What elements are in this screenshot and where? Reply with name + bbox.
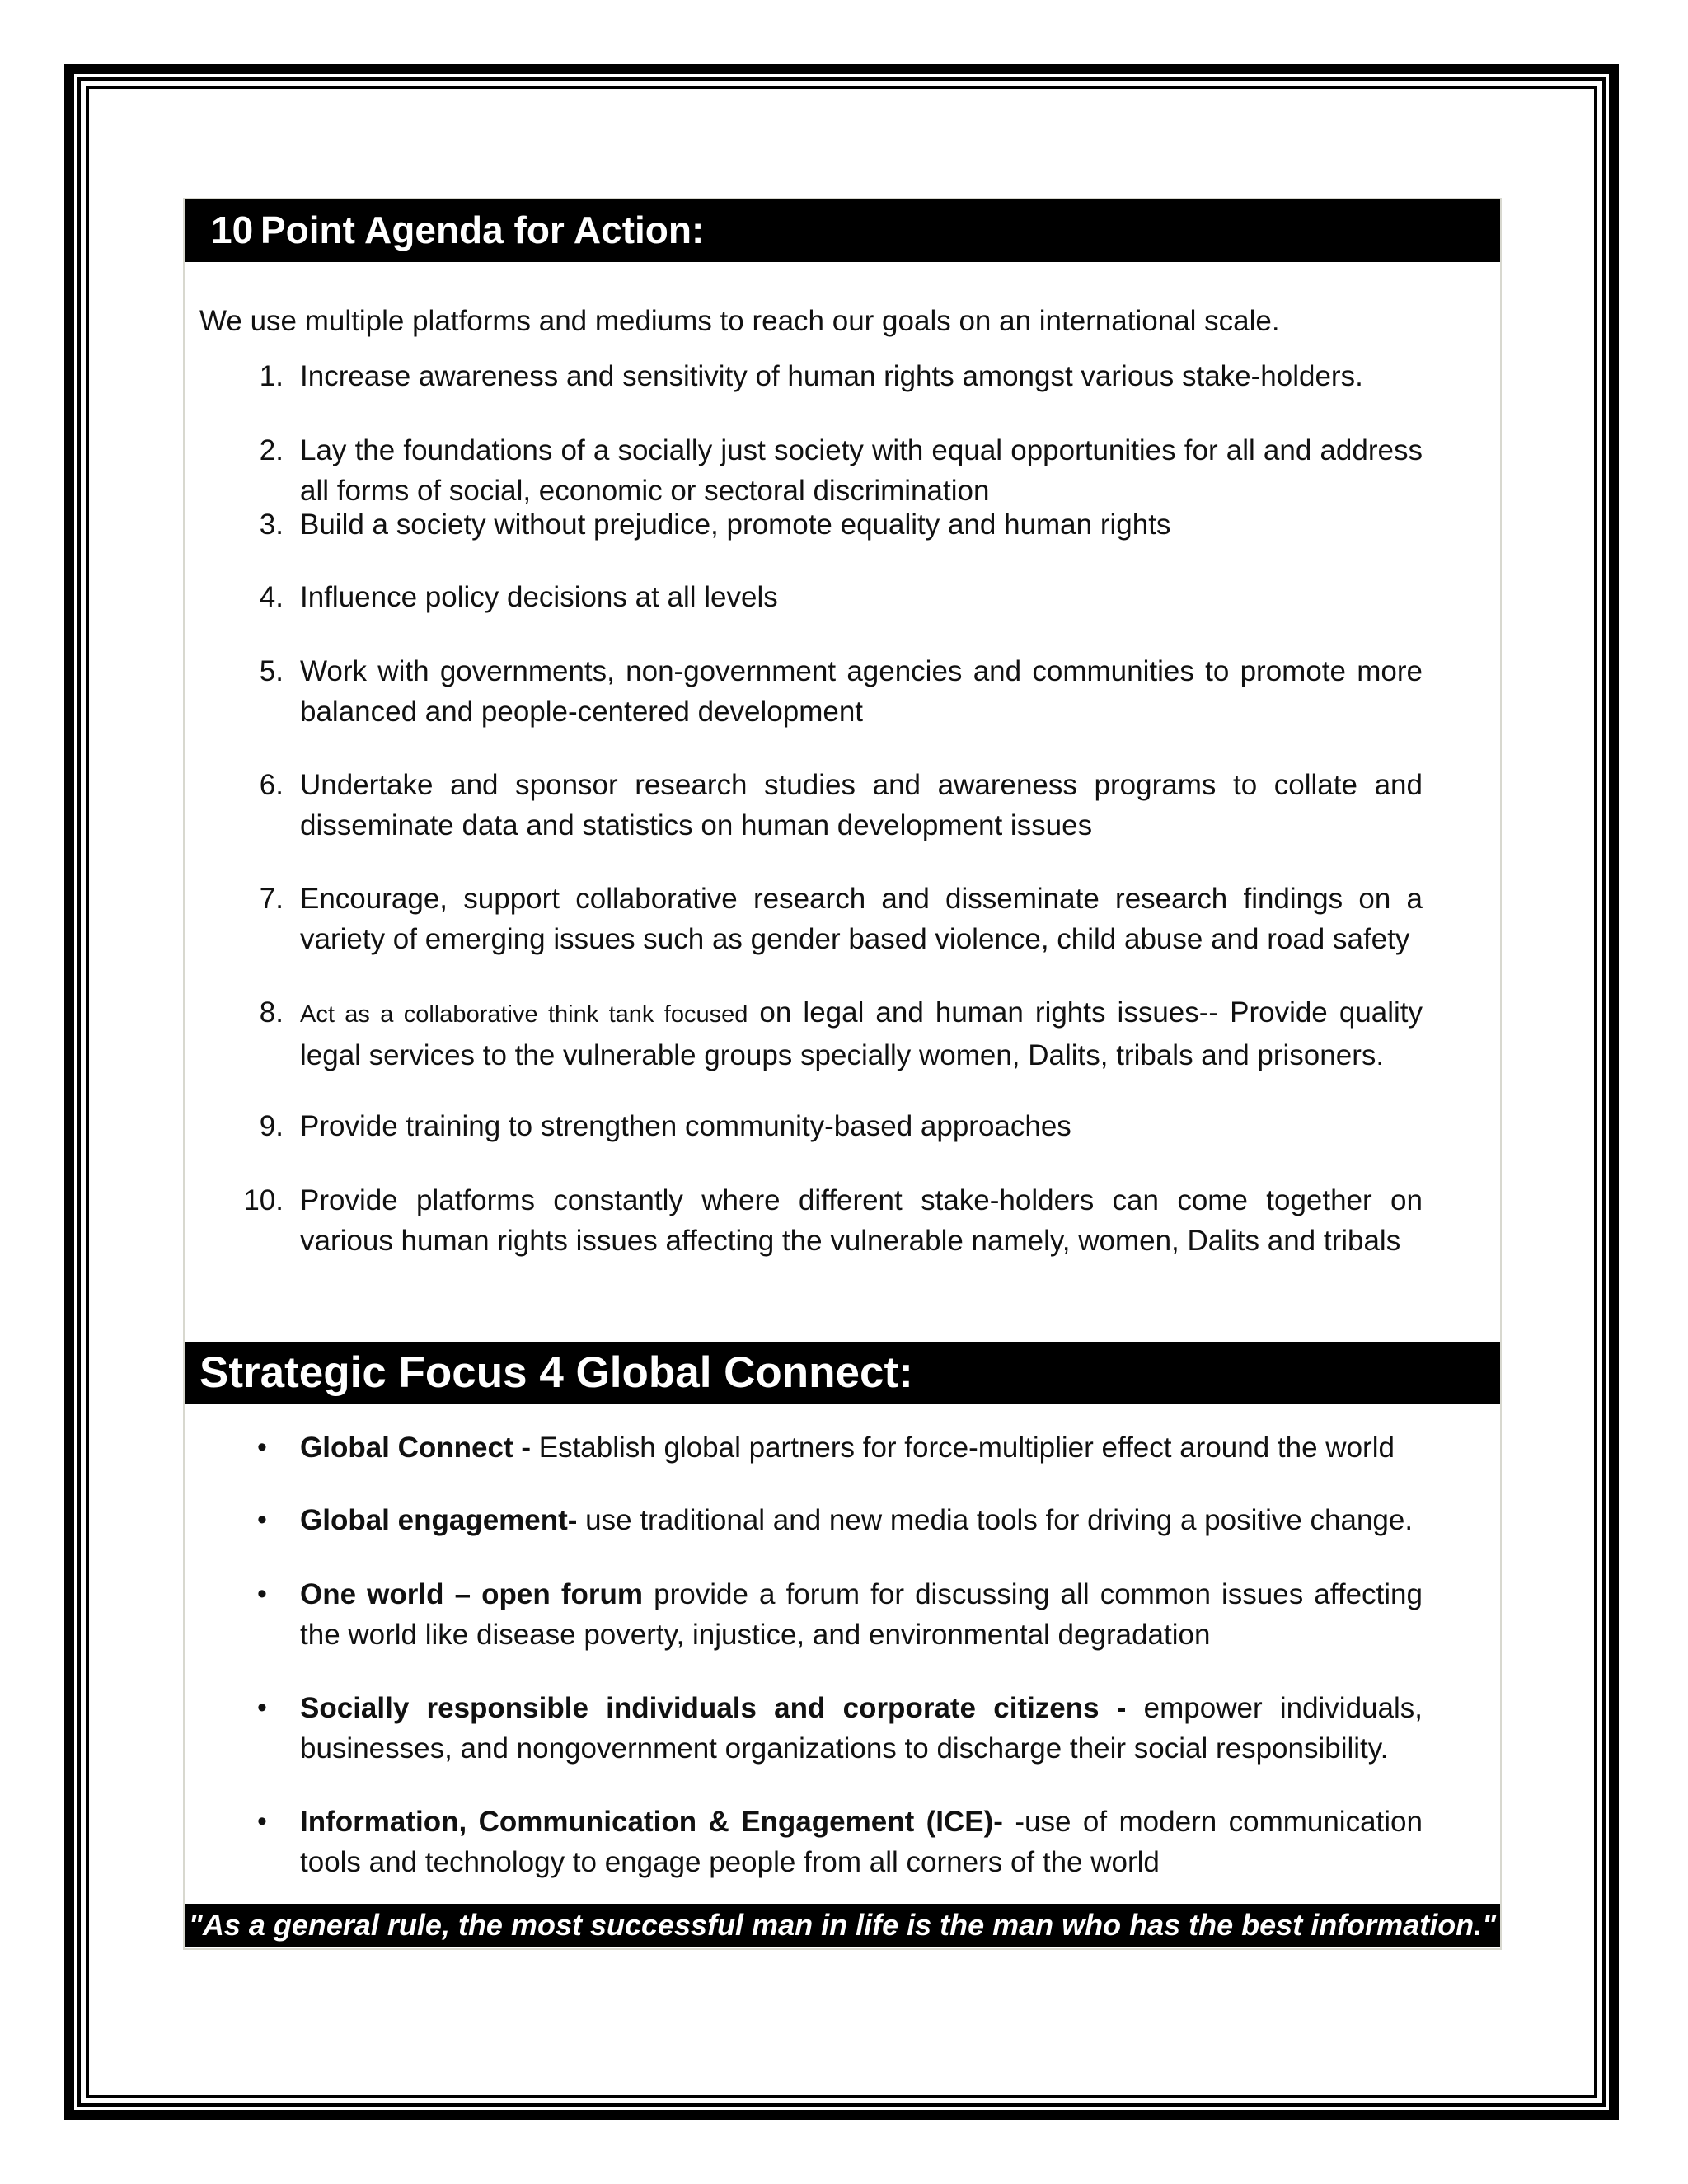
agenda-heading-number: 10: [211, 209, 254, 251]
agenda-item-body: Work with governments, non-government agencies and communities to promote more balanced and people-centered development: [300, 655, 1423, 728]
focus-item-text: [300, 1574, 1423, 1655]
agenda-item-text: [300, 1106, 1423, 1146]
agenda-item-number: 1.: [259, 360, 284, 392]
agenda-item-text: [300, 430, 1423, 511]
agenda-item-text: [300, 1180, 1423, 1261]
agenda-item-body: Provide training to strengthen community-based approaches: [300, 1110, 1071, 1142]
agenda-item-number: 3.: [259, 509, 284, 541]
focus-item-text: [300, 1688, 1423, 1769]
agenda-item-text: [300, 651, 1423, 732]
agenda-item-body: Build a society without prejudice, promote equality and human rights: [300, 509, 1171, 541]
bullet-icon: •: [257, 1504, 267, 1535]
focus-item-description: empower individuals, businesses, and nongovernment organizations to discharge their social responsibility.: [300, 1692, 1423, 1765]
agenda-item-number: 6.: [259, 769, 284, 801]
focus-heading: Strategic Focus 4 Global Connect:: [185, 1342, 1500, 1404]
focus-item-title: One world – open forum: [300, 1578, 644, 1610]
focus-item-description: Establish global partners for force-multiplier effect around the world: [531, 1432, 1395, 1464]
agenda-item-body: on legal and human rights issues-- Provide quality legal services to the vulnerable groups specially women, Dalits, tribals and prisoners.: [300, 996, 1423, 1071]
quote-banner: "As a general rule, the most successful man in life is the man who has the best information.": [185, 1904, 1500, 1947]
focus-item-description: use traditional and new media tools for driving a positive change.: [577, 1504, 1414, 1536]
agenda-item-number: 10.: [243, 1184, 284, 1216]
agenda-item-body: Undertake and sponsor research studies and awareness programs to collate and disseminate data and statistics on human development issues: [300, 769, 1423, 841]
agenda-item-number: 2.: [259, 434, 284, 466]
agenda-item-body: Increase awareness and sensitivity of human rights amongst various stake-holders.: [300, 360, 1363, 392]
agenda-item-number: 7.: [259, 883, 284, 915]
agenda-heading: [185, 199, 1500, 262]
agenda-heading-text: Point Agenda for Action:: [260, 209, 705, 251]
focus-item-description: provide a forum for discussing all common issues affecting the world like disease poverty, injustice, and environmental degradation: [300, 1578, 1423, 1651]
agenda-item-text: [300, 356, 1423, 396]
focus-item-title: Socially responsible individuals and corporate citizens -: [300, 1692, 1127, 1724]
agenda-item-small-text: Act as a collaborative think tank focused: [300, 1001, 748, 1028]
agenda-item-body: Lay the foundations of a socially just society with equal opportunities for all and address all forms of social, economic or sectoral discrimination: [300, 434, 1423, 507]
agenda-item-number: 4.: [259, 581, 284, 613]
agenda-intro: We use multiple platforms and mediums to reach our goals on an international scale.: [199, 305, 1280, 337]
focus-item-text: [300, 1427, 1423, 1468]
focus-item-title: Global Connect -: [300, 1432, 531, 1464]
agenda-item-text: [300, 504, 1423, 545]
agenda-item-number: 5.: [259, 655, 284, 687]
agenda-item-text: [300, 577, 1423, 617]
agenda-item-body: Provide platforms constantly where different stake-holders can come together on various human rights issues affecting the vulnerable namely, women, Dalits and tribals: [300, 1184, 1423, 1257]
agenda-item-text: [300, 879, 1423, 959]
focus-item-text: [300, 1500, 1423, 1540]
focus-item-title: Information, Communication & Engagement (ICE)-: [300, 1806, 1003, 1838]
agenda-item-body: Encourage, support collaborative research and disseminate research findings on a variety of emerging issues such as gender based violence, child abuse and road safety: [300, 883, 1423, 955]
agenda-item-number: 8.: [259, 996, 284, 1029]
focus-item-title: Global engagement-: [300, 1504, 578, 1536]
bullet-icon: •: [257, 1578, 267, 1610]
agenda-item-text: [300, 765, 1423, 846]
content-panel: [183, 198, 1502, 1950]
bullet-icon: •: [257, 1692, 267, 1723]
focus-item-text: [300, 1802, 1423, 1882]
agenda-item-number: 9.: [259, 1110, 284, 1142]
bullet-icon: •: [257, 1432, 267, 1463]
agenda-item-text: [300, 992, 1423, 1076]
agenda-item-body: Influence policy decisions at all levels: [300, 581, 778, 613]
bullet-icon: •: [257, 1806, 267, 1837]
focus-item-description: -use of modern communication tools and technology to engage people from all corners of the world: [300, 1806, 1423, 1878]
